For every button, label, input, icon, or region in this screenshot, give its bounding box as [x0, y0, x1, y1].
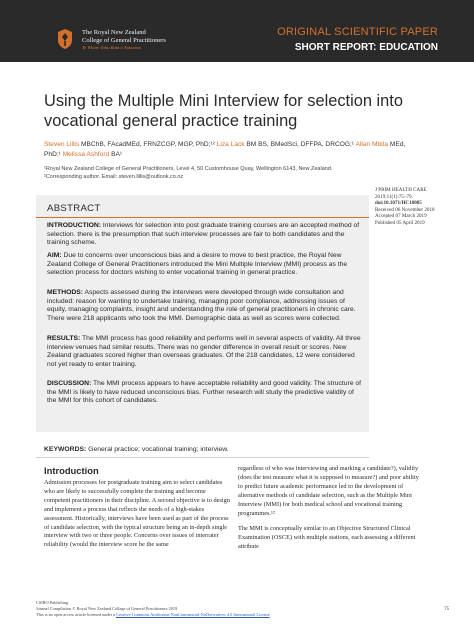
college-maori-name: Te Whare Tohu Rata o Aotearoa [82, 45, 141, 50]
paper-type-kicker: ORIGINAL SCIENTIFIC PAPER [277, 26, 438, 38]
keywords [44, 446, 424, 453]
abstract-discussion [47, 380, 365, 406]
publisher: CSIRO Publishing [36, 600, 69, 605]
author-credentials: MEd, PhD;¹ [44, 141, 406, 158]
abstract-heading: ABSTRACT [47, 203, 101, 214]
abstract-results [47, 335, 365, 370]
abstract-box [36, 195, 369, 432]
abstract-text: Due to concerns over unconscious bias and a desire to move to best practice, the Royal New Zealand College of General Practitioners introduced the Mini Multiple Interview (MMI) process as the selection process for doctors wishing to enter vocational training in general practice. [47, 252, 348, 277]
doi[interactable]: doi:10.1071/HC18085 [375, 200, 422, 207]
keywords-divider [36, 457, 369, 458]
college-name-line2: College of General Practitioners [82, 37, 166, 44]
abstract-label: AIM: [47, 252, 62, 259]
author-credentials: MBChB, FAcadMEd, FRNZCGP, MGP, PhD;¹² [79, 141, 217, 148]
abstract-divider [36, 217, 369, 218]
author-name[interactable]: Melissa Ashford [62, 151, 110, 158]
paper-section: SHORT REPORT: EDUCATION [294, 42, 438, 53]
body-paragraph: The MMI is conceptually similar to an Objective Structured Clinical Examination (OSCE) with multiple stations, each assessing a different attribute [238, 525, 416, 551]
journal-name: J PRIM HEALTH CARE [375, 187, 427, 193]
abstract-label: METHODS: [47, 289, 83, 296]
journal-volume: 2019;11(1):75–79. [375, 193, 413, 200]
author-name[interactable]: Allan Mbita [355, 141, 389, 148]
college-name-line1: The Royal New Zealand [82, 29, 146, 36]
abstract-text: The MMI process appears to have acceptable reliability and good validity. The structure of the MMI is likely to have reduced unconscious bias. Further research will study the predictive validity of the MMI for this cohort of candidates. [47, 380, 362, 405]
abstract-label: INTRODUCTION: [47, 222, 101, 229]
received-date: Received 06 November 2018 [375, 206, 435, 213]
paper-type-block [277, 26, 438, 53]
abstract-methods [47, 289, 365, 324]
abstract-text: The MMI process has good reliability and performs well in several aspects of validity. All three interview venues had similar results. There was no gender difference in overall result or scores. New Zealand graduates scored higher than overseas graduates. Of the 218 candidates, 12 were considered not yet ready to enter training. [47, 335, 361, 369]
license-line [36, 612, 449, 618]
abstract-aim [47, 252, 365, 278]
article-title: Using the Multiple Mini Interview for selection into vocational general practice training [44, 92, 403, 130]
author-name[interactable]: Steven Lillis [44, 141, 80, 148]
corresponding-author: ²Corresponding author. Email: steven.lillis@outlook.co.nz [44, 173, 184, 180]
abstract-introduction [47, 222, 365, 248]
journal-compilation: Journal Compilation © Royal New Zealand College of General Practitioners 2019 [36, 606, 178, 611]
college-crest-icon [56, 28, 74, 50]
journal-header [0, 0, 474, 62]
author-list [44, 140, 416, 160]
introduction-heading: Introduction [44, 465, 99, 476]
keywords-text: General practice; vocational training; interview. [86, 446, 229, 453]
license-text: This is an open access article licensed under a [36, 612, 117, 617]
author-credentials: BM BS, BMedSci, DFFPA, DRCOG;¹ [244, 141, 356, 148]
abstract-text: Aspects assessed during the interviews were developed through wide consultation and included: reason for wanting to undertake training, managing poor compliance, addressing issues of equity, managing complaints, insight and understanding the role of general practitioners in chronic care. There were 218 applicants who took the MMI. Demographic data as well as scores were collected. [47, 289, 356, 323]
author-credentials: BA¹ [109, 151, 123, 158]
keywords-label: KEYWORDS: [44, 446, 87, 453]
license-link[interactable]: Creative Commons Attribution-NonCommercial-NoDerivatives 4.0 International License [116, 612, 270, 617]
body-paragraph: regardless of who was interviewing and marking a candidate?), validity (does the test measure what it is supposed to measure?) and poor ability to predict future academic performance led to the development of alternative methods of candidate selection, such as the Multiple Mini Interview (MMI) for both medical school and vocational training programmes.¹² [238, 465, 419, 517]
abstract-label: DISCUSSION: [47, 380, 92, 387]
body-paragraph: Admission processes for postgraduate training aim to select candidates who are likely to successfully complete the training and become competent practitioners in their discipline. A second objective is to design and implement a process that reflects the needs of a high-stakes assessment. Historically, interviews have been used as part of the process of candidate selection, with the typical structure being an in-depth single interview with two or three people. Concerns over issues of interrater reliability (would the interview score be the same [44, 479, 230, 549]
abstract-text: Interviews for selection into post graduate training courses are an accepted method of selection. there is the presumption that such interview processes are fair to both candidates and the training scheme. [47, 222, 360, 247]
author-name[interactable]: Liza Lack [216, 141, 245, 148]
affiliations [44, 166, 424, 181]
accepted-date: Accepted 07 March 2019 [375, 213, 427, 220]
body-column-right [238, 465, 424, 552]
abstract-label: RESULTS: [47, 335, 81, 342]
published-date: Published 05 April 2019 [375, 219, 425, 226]
page-number: 75 [444, 607, 449, 612]
journal-info [375, 187, 435, 227]
affiliation: ¹Royal New Zealand College of General Practitioners, Level 4, 50 Customhouse Quay, Wellington 6143, New Zealand. [44, 166, 333, 172]
page-footer [36, 600, 449, 618]
body-column-left [44, 479, 230, 550]
